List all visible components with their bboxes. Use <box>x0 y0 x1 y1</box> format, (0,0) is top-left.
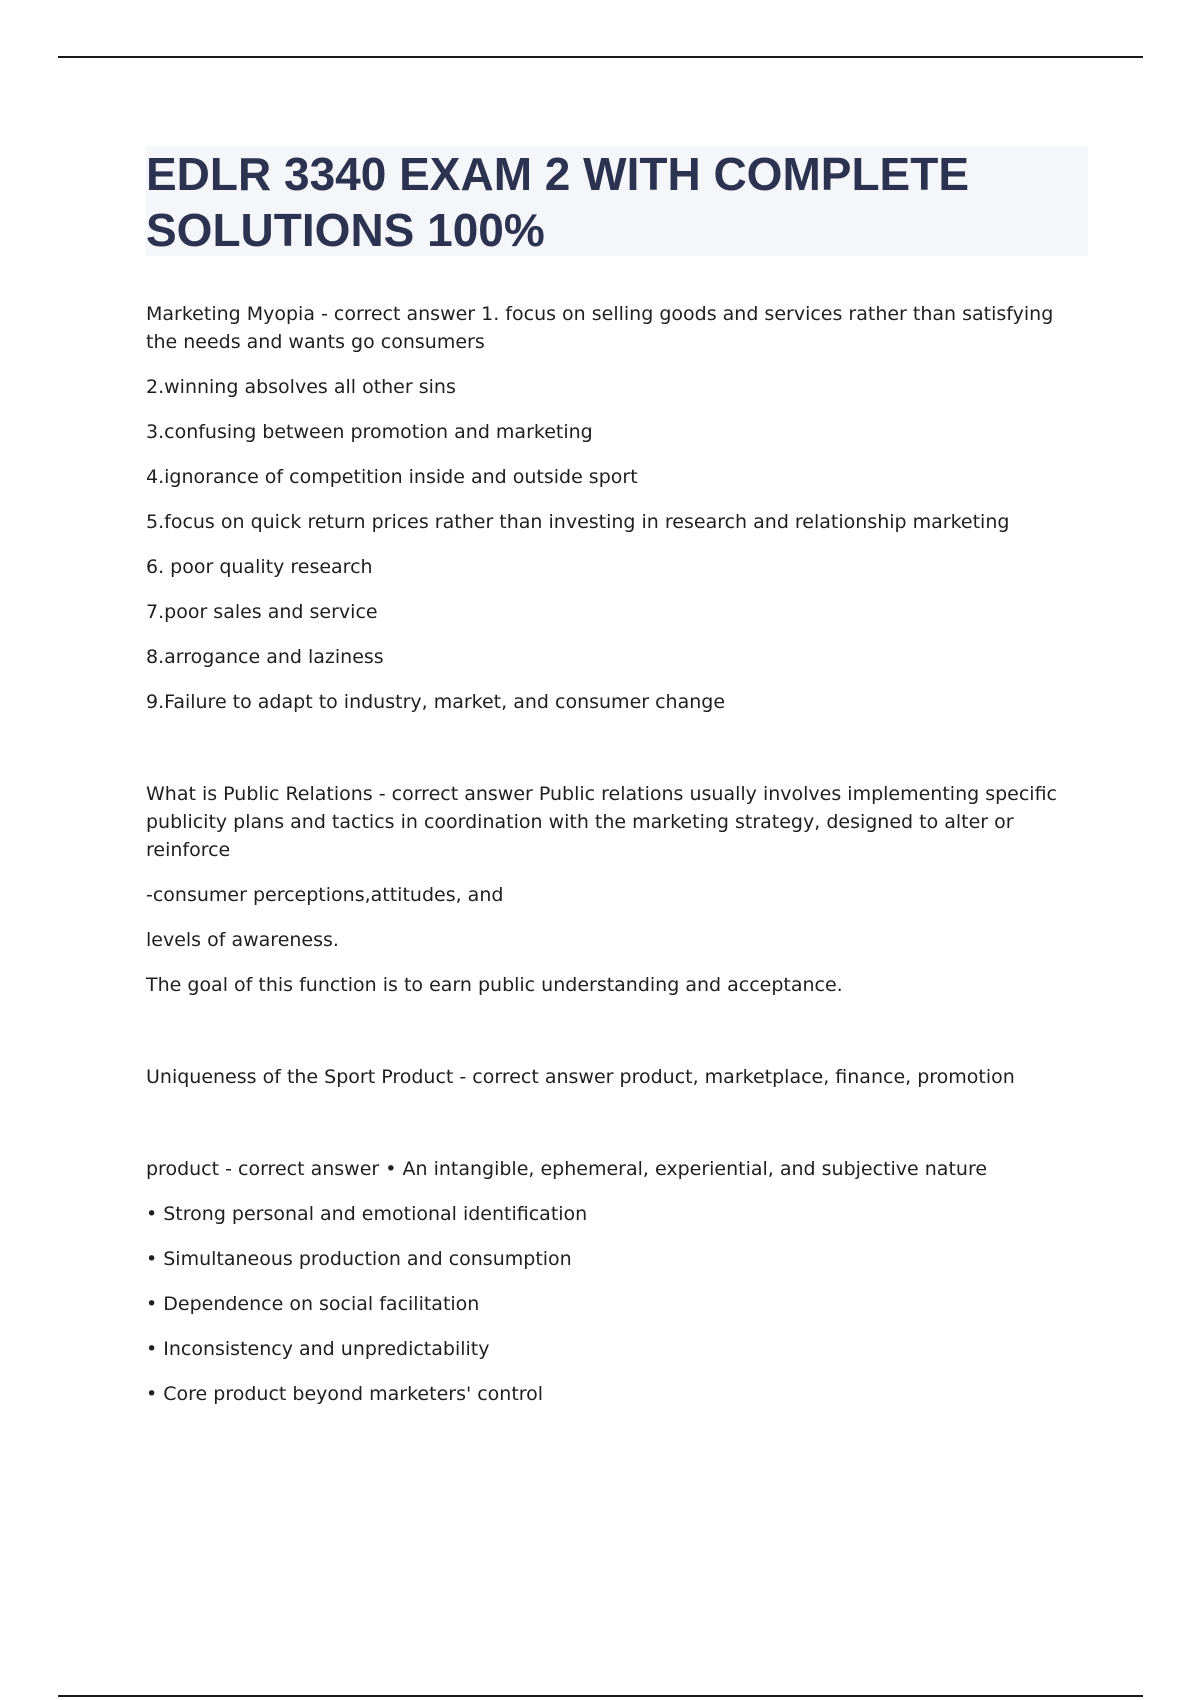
qa-question-uniqueness: Uniqueness of the Sport Product - correct answer product, marketplace, finance, promotion <box>146 1066 1015 1088</box>
list-item: 7.poor sales and service <box>146 601 378 623</box>
qa-question-product: product - correct answer • An intangible, ephemeral, experiential, and subjective nature <box>146 1158 988 1180</box>
bullet-item: • Core product beyond marketers' control <box>146 1383 544 1405</box>
title-banner <box>146 146 1088 256</box>
qa-question-public-relations: What is Public Relations - correct answer Public relations usually involves implementing specific publicity plans and tactics in coordination with the marketing strategy, designed to alter or reinforce <box>146 783 1057 861</box>
document-body <box>146 300 1086 1408</box>
list-item: 6. poor quality research <box>146 556 373 578</box>
top-rule <box>58 56 1143 58</box>
paragraph-line: The goal of this function is to earn public understanding and acceptance. <box>146 974 843 996</box>
qa-question-marketing-myopia: Marketing Myopia - correct answer 1. focus on selling goods and services rather than satisfying the needs and wants go consumers <box>146 303 1054 353</box>
bottom-rule <box>58 1695 1143 1697</box>
document-title: EDLR 3340 EXAM 2 WITH COMPLETE SOLUTIONS 100% <box>146 148 970 256</box>
bullet-item: • Dependence on social facilitation <box>146 1293 480 1315</box>
bullet-item: • Strong personal and emotional identification <box>146 1203 588 1225</box>
list-item: 5.focus on quick return prices rather than investing in research and relationship marketing <box>146 511 1010 533</box>
paragraph-line: levels of awareness. <box>146 929 339 951</box>
bullet-item: • Simultaneous production and consumption <box>146 1248 572 1270</box>
list-item: 4.ignorance of competition inside and outside sport <box>146 466 638 488</box>
list-item: 8.arrogance and laziness <box>146 646 384 668</box>
list-item: 9.Failure to adapt to industry, market, and consumer change <box>146 691 726 713</box>
bullet-item: • Inconsistency and unpredictability <box>146 1338 490 1360</box>
list-item: 2.winning absolves all other sins <box>146 376 456 398</box>
list-item: 3.confusing between promotion and marketing <box>146 421 593 443</box>
paragraph-line: -consumer perceptions,attitudes, and <box>146 884 504 906</box>
